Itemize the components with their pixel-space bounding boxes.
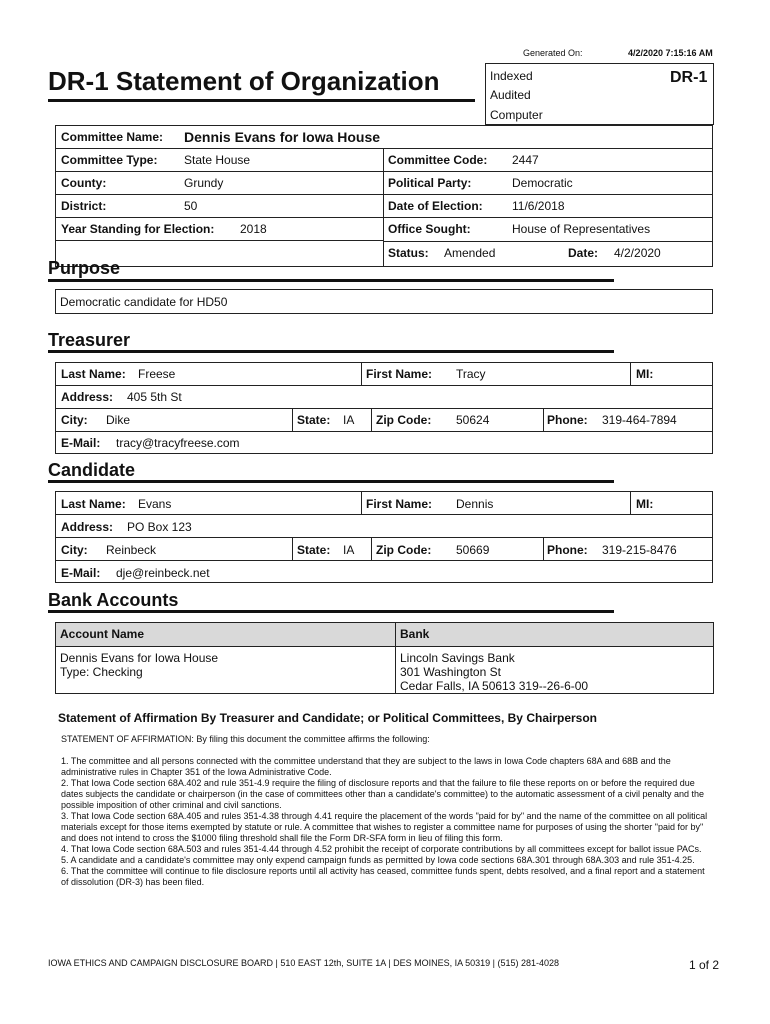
committee-type-label: Committee Type: [61,153,158,167]
bank-name-value: Lincoln Savings Bank [400,651,515,665]
treasurer-last-name-value: Freese [138,367,176,381]
purpose-heading: Purpose [48,258,121,278]
page-number: 1 of 2 [689,958,720,972]
office-sought-label: Office Sought: [388,222,471,236]
political-party-value: Democratic [512,176,573,190]
candidate-city-value: Reinbeck [106,543,157,557]
footer-address: IOWA ETHICS AND CAMPAIGN DISCLOSURE BOARD | 510 EAST 12th, SUITE 1A | DES MOINES, IA 50319 | (515) 281-4028 [48,958,560,968]
generated-on-label: Generated On: [523,48,583,58]
status-computer: Computer [490,108,543,122]
committee-type-value: State House [184,153,251,167]
county-value: Grundy [184,176,224,190]
election-date-label: Date of Election: [388,199,483,213]
treasurer-address-label: Address: [61,390,114,404]
treasurer-last-name-label: Last Name: [61,367,126,381]
treasurer-first-name-label: First Name: [366,367,433,381]
status-audited: Audited [490,88,531,102]
treasurer-zip-value: 50624 [456,413,490,427]
treasurer-city-label: City: [61,413,88,427]
treasurer-email-value: tracy@tracyfreese.com [116,436,240,450]
year-standing-value: 2018 [240,222,267,236]
candidate-phone-value: 319-215-8476 [602,543,677,557]
generated-on-value: 4/2/2020 7:15:16 AM [628,48,713,58]
treasurer-email-label: E-Mail: [61,436,101,450]
affirmation-item: 3. That Iowa Code section 68A.405 and rules 351-4.38 through 4.41 require the placement of the words "paid for by" and the name of the committee on all political materials except for those items exempted by statute or rule. A committee that wishes to register a committee name for purposes of using the shorter "paid for by" and does not intend to cross the $1000 filing threshold shall file the Form DR-SFA form in lieu of filing this form. [61,811,708,843]
treasurer-state-value: IA [343,413,355,427]
treasurer-zip-label: Zip Code: [376,413,432,427]
district-label: District: [61,199,107,213]
candidate-phone-label: Phone: [547,543,588,557]
title-underline [48,99,475,102]
candidate-zip-value: 50669 [456,543,490,557]
affirmation-item: 5. A candidate and a candidate's committee may only expend campaign funds as permitted by Iowa code sections 68A.301 through 68A.303 and rule 351-4.25. [61,855,695,865]
candidate-address-label: Address: [61,520,114,534]
affirmation-item: 1. The committee and all persons connected with the committee understand that they are subject to the laws in Iowa Code chapters 68A and 68B and the administrative rules in Chapter 351 of the Iowa Administrative Code. [61,756,671,777]
treasurer-address-value: 405 5th St [127,390,182,404]
bank-column-header: Bank [400,627,430,641]
treasurer-first-name-value: Tracy [456,367,486,381]
page-title: DR-1 Statement of Organization [48,66,440,96]
candidate-state-value: IA [343,543,355,557]
candidate-state-label: State: [297,543,331,557]
office-sought-value: House of Representatives [512,222,651,236]
candidate-email-label: E-Mail: [61,566,101,580]
treasurer-phone-label: Phone: [547,413,588,427]
county-label: County: [61,176,107,190]
affirmation-item: 4. That Iowa Code section 68A.503 and rules 351-4.44 through 4.52 prohibit the receipt of corporate contributions by all committees except for ballot issue PACs. [61,844,702,854]
committee-code-value: 2447 [512,153,539,167]
status-value: Amended [444,246,496,260]
form-code: DR-1 [670,69,708,86]
account-name-column-header: Account Name [60,627,145,641]
status-date-value: 4/2/2020 [614,246,661,260]
candidate-mi-label: MI: [636,497,654,511]
affirmation-item: 6. That the committee will continue to file disclosure reports until all activity has ceased, committee funds spent, debts resolved, and a final report and a statement of dissolution (DR-3) has been filed. [61,866,705,887]
candidate-address-value: PO Box 123 [127,520,192,534]
candidate-last-name-label: Last Name: [61,497,126,511]
status-date-label: Date: [568,246,599,260]
committee-name-value: Dennis Evans for Iowa House [184,129,381,145]
treasurer-phone-value: 319-464-7894 [602,413,677,427]
treasurer-mi-label: MI: [636,367,654,381]
affirmation-item: 2. That Iowa Code section 68A.402 and rule 351-4.9 require the filing of disclosure reports and that the failure to file these reports on or before the required due dates subjects the candidate or chairperson (in the case of committees other than a candidate's committee) to the automatic assessment of a civil penalty and the possible imposition of other criminal and civil sanctions. [61,778,705,810]
status-label: Status: [388,246,429,260]
bank-street-value: 301 Washington St [400,665,501,679]
committee-name-label: Committee Name: [61,130,164,144]
status-indexed: Indexed [490,69,533,83]
candidate-last-name-value: Evans [138,497,172,511]
election-date-value: 11/6/2018 [512,199,565,213]
affirmation-intro: STATEMENT OF AFFIRMATION: By filing this document the committee affirms the following: [61,734,430,744]
bank-city-value: Cedar Falls, IA 50613 319--26-6-00 [400,679,589,693]
purpose-text: Democratic candidate for HD50 [60,295,228,309]
affirmation-heading: Statement of Affirmation By Treasurer and Candidate; or Political Committees, By Chairperson [58,711,597,725]
candidate-first-name-label: First Name: [366,497,433,511]
candidate-city-label: City: [61,543,88,557]
candidate-zip-label: Zip Code: [376,543,432,557]
year-standing-label: Year Standing for Election: [61,222,215,236]
account-type-value: Type: Checking [60,665,143,679]
committee-code-label: Committee Code: [388,153,488,167]
candidate-first-name-value: Dennis [456,497,494,511]
district-value: 50 [184,199,198,213]
treasurer-city-value: Dike [106,413,131,427]
bank-accounts-heading: Bank Accounts [48,590,179,610]
treasurer-heading: Treasurer [48,330,131,350]
candidate-heading: Candidate [48,460,136,480]
bank-table-header [56,623,713,646]
account-name-value: Dennis Evans for Iowa House [60,651,219,665]
candidate-email-value: dje@reinbeck.net [116,566,210,580]
affirmation-items [61,756,713,888]
treasurer-state-label: State: [297,413,331,427]
political-party-label: Political Party: [388,176,472,190]
